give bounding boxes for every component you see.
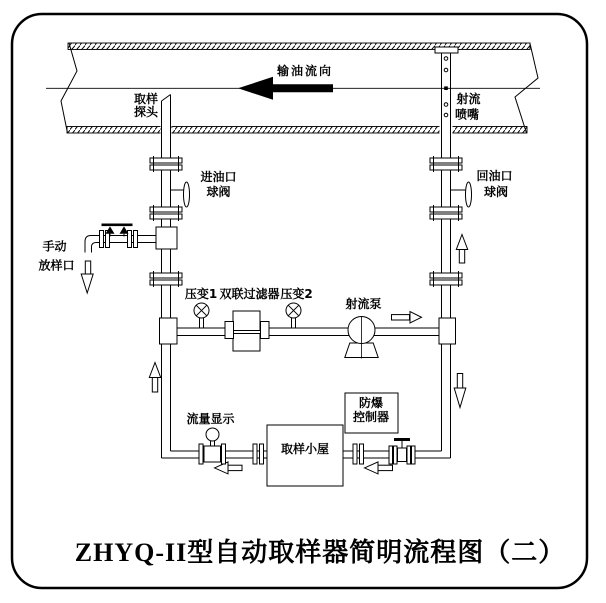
nozzle-tube — [442, 53, 451, 158]
sampling-cabin-label: 取样小屋 — [280, 442, 330, 456]
manual-branch-fittings — [81, 224, 137, 294]
flange — [353, 444, 364, 464]
nozzle-hole — [444, 57, 448, 61]
left-riser-flanges — [150, 156, 182, 287]
manual-port-label-line1: 手动 — [42, 239, 67, 254]
drain-valve — [389, 438, 415, 464]
flange — [430, 271, 462, 287]
left-downcomer — [162, 344, 171, 458]
flow-meter — [199, 428, 226, 464]
pressure-transmitter-2 — [286, 303, 301, 328]
diagram-title: ZHYQ-II型自动取样器简明流程图（二） — [74, 538, 566, 567]
pipe-bottom-wall — [67, 127, 527, 134]
outlet-arrow-down — [81, 261, 93, 293]
valve-handle — [184, 182, 190, 207]
tee-left — [160, 318, 178, 344]
inlet-ball-valve — [171, 182, 190, 207]
filter-housing-lower — [233, 334, 260, 352]
tee-manual-branch — [156, 227, 177, 249]
jet-pump — [345, 317, 378, 359]
valve-body — [398, 448, 407, 462]
jet-pump-label: 射流泵 — [345, 297, 382, 311]
manual-branch-pipe — [85, 236, 158, 253]
controller-label-line1: 防爆 — [358, 396, 384, 410]
nozzle-hole-center — [444, 86, 448, 90]
flow-display-label: 流量显示 — [186, 412, 235, 426]
tee-right — [439, 318, 456, 344]
valve-handle — [394, 438, 410, 441]
return-valve-label-line1: 回油口 — [476, 169, 513, 183]
controller-label-line2: 控制器 — [352, 410, 390, 424]
wall-gap — [161, 126, 172, 134]
right-downcomer — [442, 344, 451, 458]
flange — [253, 444, 264, 464]
nozzle-hole — [444, 68, 448, 72]
filter-header-left — [225, 322, 234, 339]
nozzle-label-line1: 射流 — [456, 92, 481, 106]
flange — [430, 156, 462, 172]
flow-meter-body — [204, 446, 221, 462]
flange — [150, 271, 182, 287]
flow-arrow-up-right — [456, 235, 467, 264]
filter-pump-line — [176, 328, 441, 336]
filter-housing-upper — [233, 311, 260, 331]
probe-label-line2: 探头 — [133, 105, 159, 119]
pipe-top-wall — [68, 43, 530, 50]
flange — [128, 231, 138, 248]
filter-header-right — [261, 322, 270, 339]
nozzle-label-line2: 喷嘴 — [454, 107, 480, 122]
flow-arrow-down-right — [454, 374, 466, 408]
nozzle-hole — [444, 113, 448, 117]
right-riser-flanges — [430, 156, 462, 287]
nozzle-cap — [435, 47, 458, 53]
nozzle-hole — [444, 103, 448, 107]
pt1-label: 压变1 — [184, 287, 218, 301]
flow-direction-arrow — [238, 77, 333, 100]
sampling-probe — [161, 95, 172, 159]
flow-arrow-up-left — [149, 363, 160, 393]
return-valve-label-line2: 球阀 — [483, 185, 509, 199]
manual-port-label-line2: 放样口 — [38, 258, 75, 273]
pressure-transmitter-1 — [194, 303, 209, 328]
flange — [430, 205, 462, 221]
duplex-filter — [225, 311, 269, 351]
pt2-label: 压变2 — [280, 287, 313, 301]
flow-arrow-left-valve — [365, 462, 393, 474]
flow-arrow-right-pump — [392, 312, 422, 323]
flow-direction-label: 输油流向 — [276, 64, 334, 78]
inlet-valve-label-line1: 进油口 — [200, 170, 237, 184]
flange — [150, 205, 182, 221]
duplex-filter-label: 双联过滤器 — [219, 287, 280, 301]
jet-nozzle — [435, 47, 458, 158]
probe-label-line1: 取样 — [133, 92, 159, 106]
flow-meter-display — [206, 428, 219, 441]
flow-arrow-left-meter — [215, 462, 243, 474]
valve-handle — [466, 182, 472, 207]
diagram-border — [12, 14, 587, 588]
inlet-valve-label-line2: 球阀 — [206, 185, 231, 199]
flange — [150, 156, 182, 172]
return-ball-valve — [451, 182, 472, 207]
right-riser — [442, 170, 451, 318]
